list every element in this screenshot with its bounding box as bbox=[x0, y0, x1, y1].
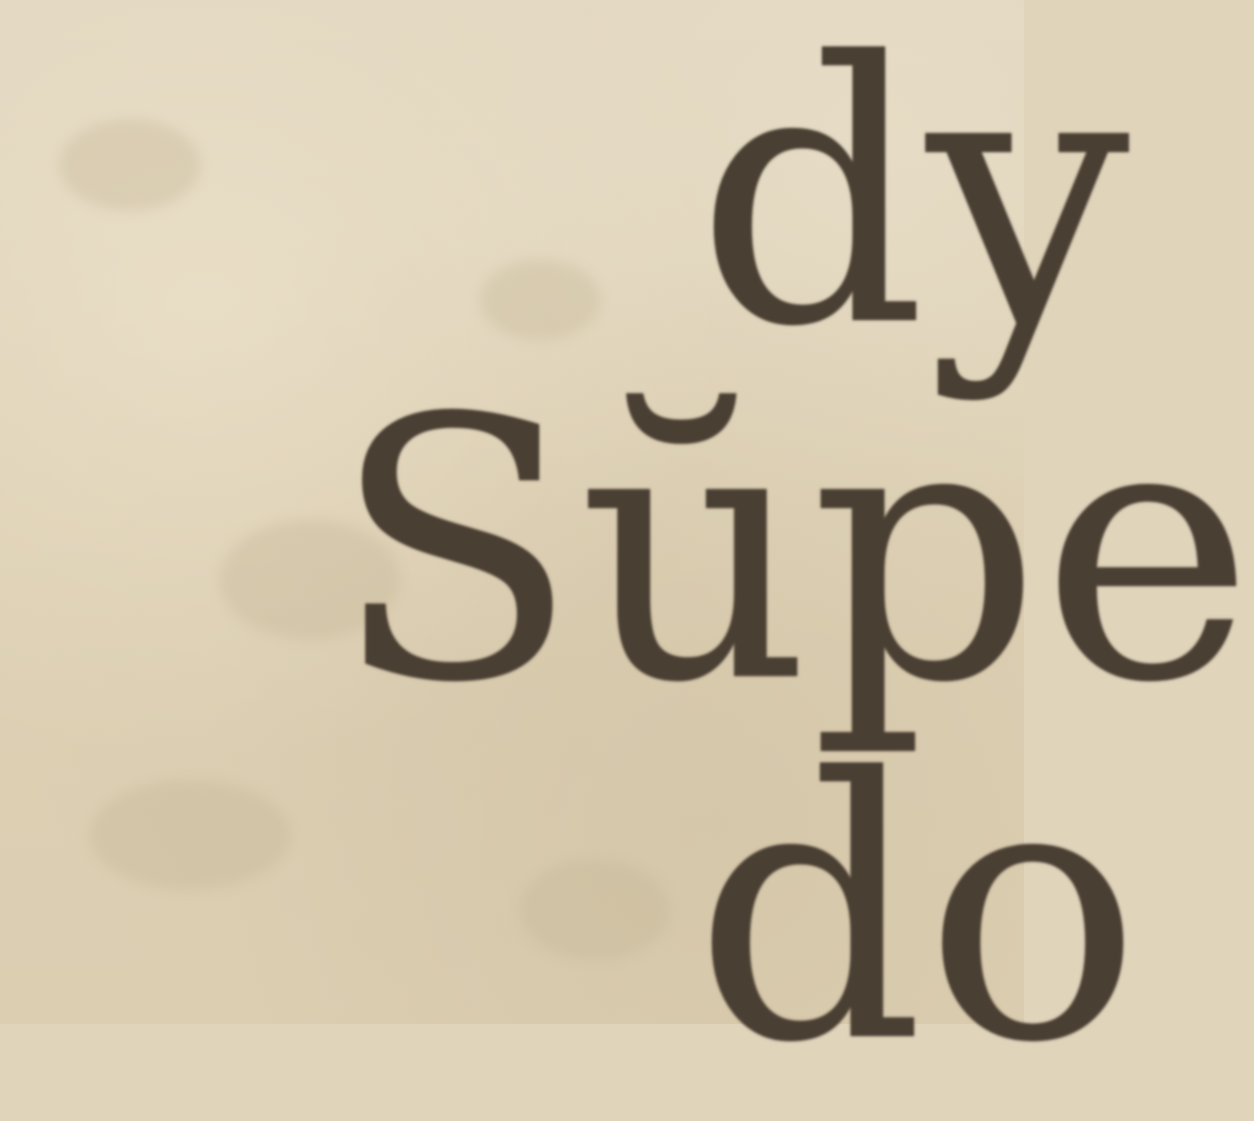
text-line-2: Sŭpe bbox=[332, 342, 1254, 761]
paper-stain bbox=[60, 120, 200, 210]
paper-stain bbox=[90, 780, 290, 890]
text-line-3: do bbox=[694, 702, 1142, 1121]
paper-stain bbox=[520, 860, 670, 960]
text-line-1: dy bbox=[696, 0, 1130, 405]
paper-stain bbox=[480, 260, 600, 340]
